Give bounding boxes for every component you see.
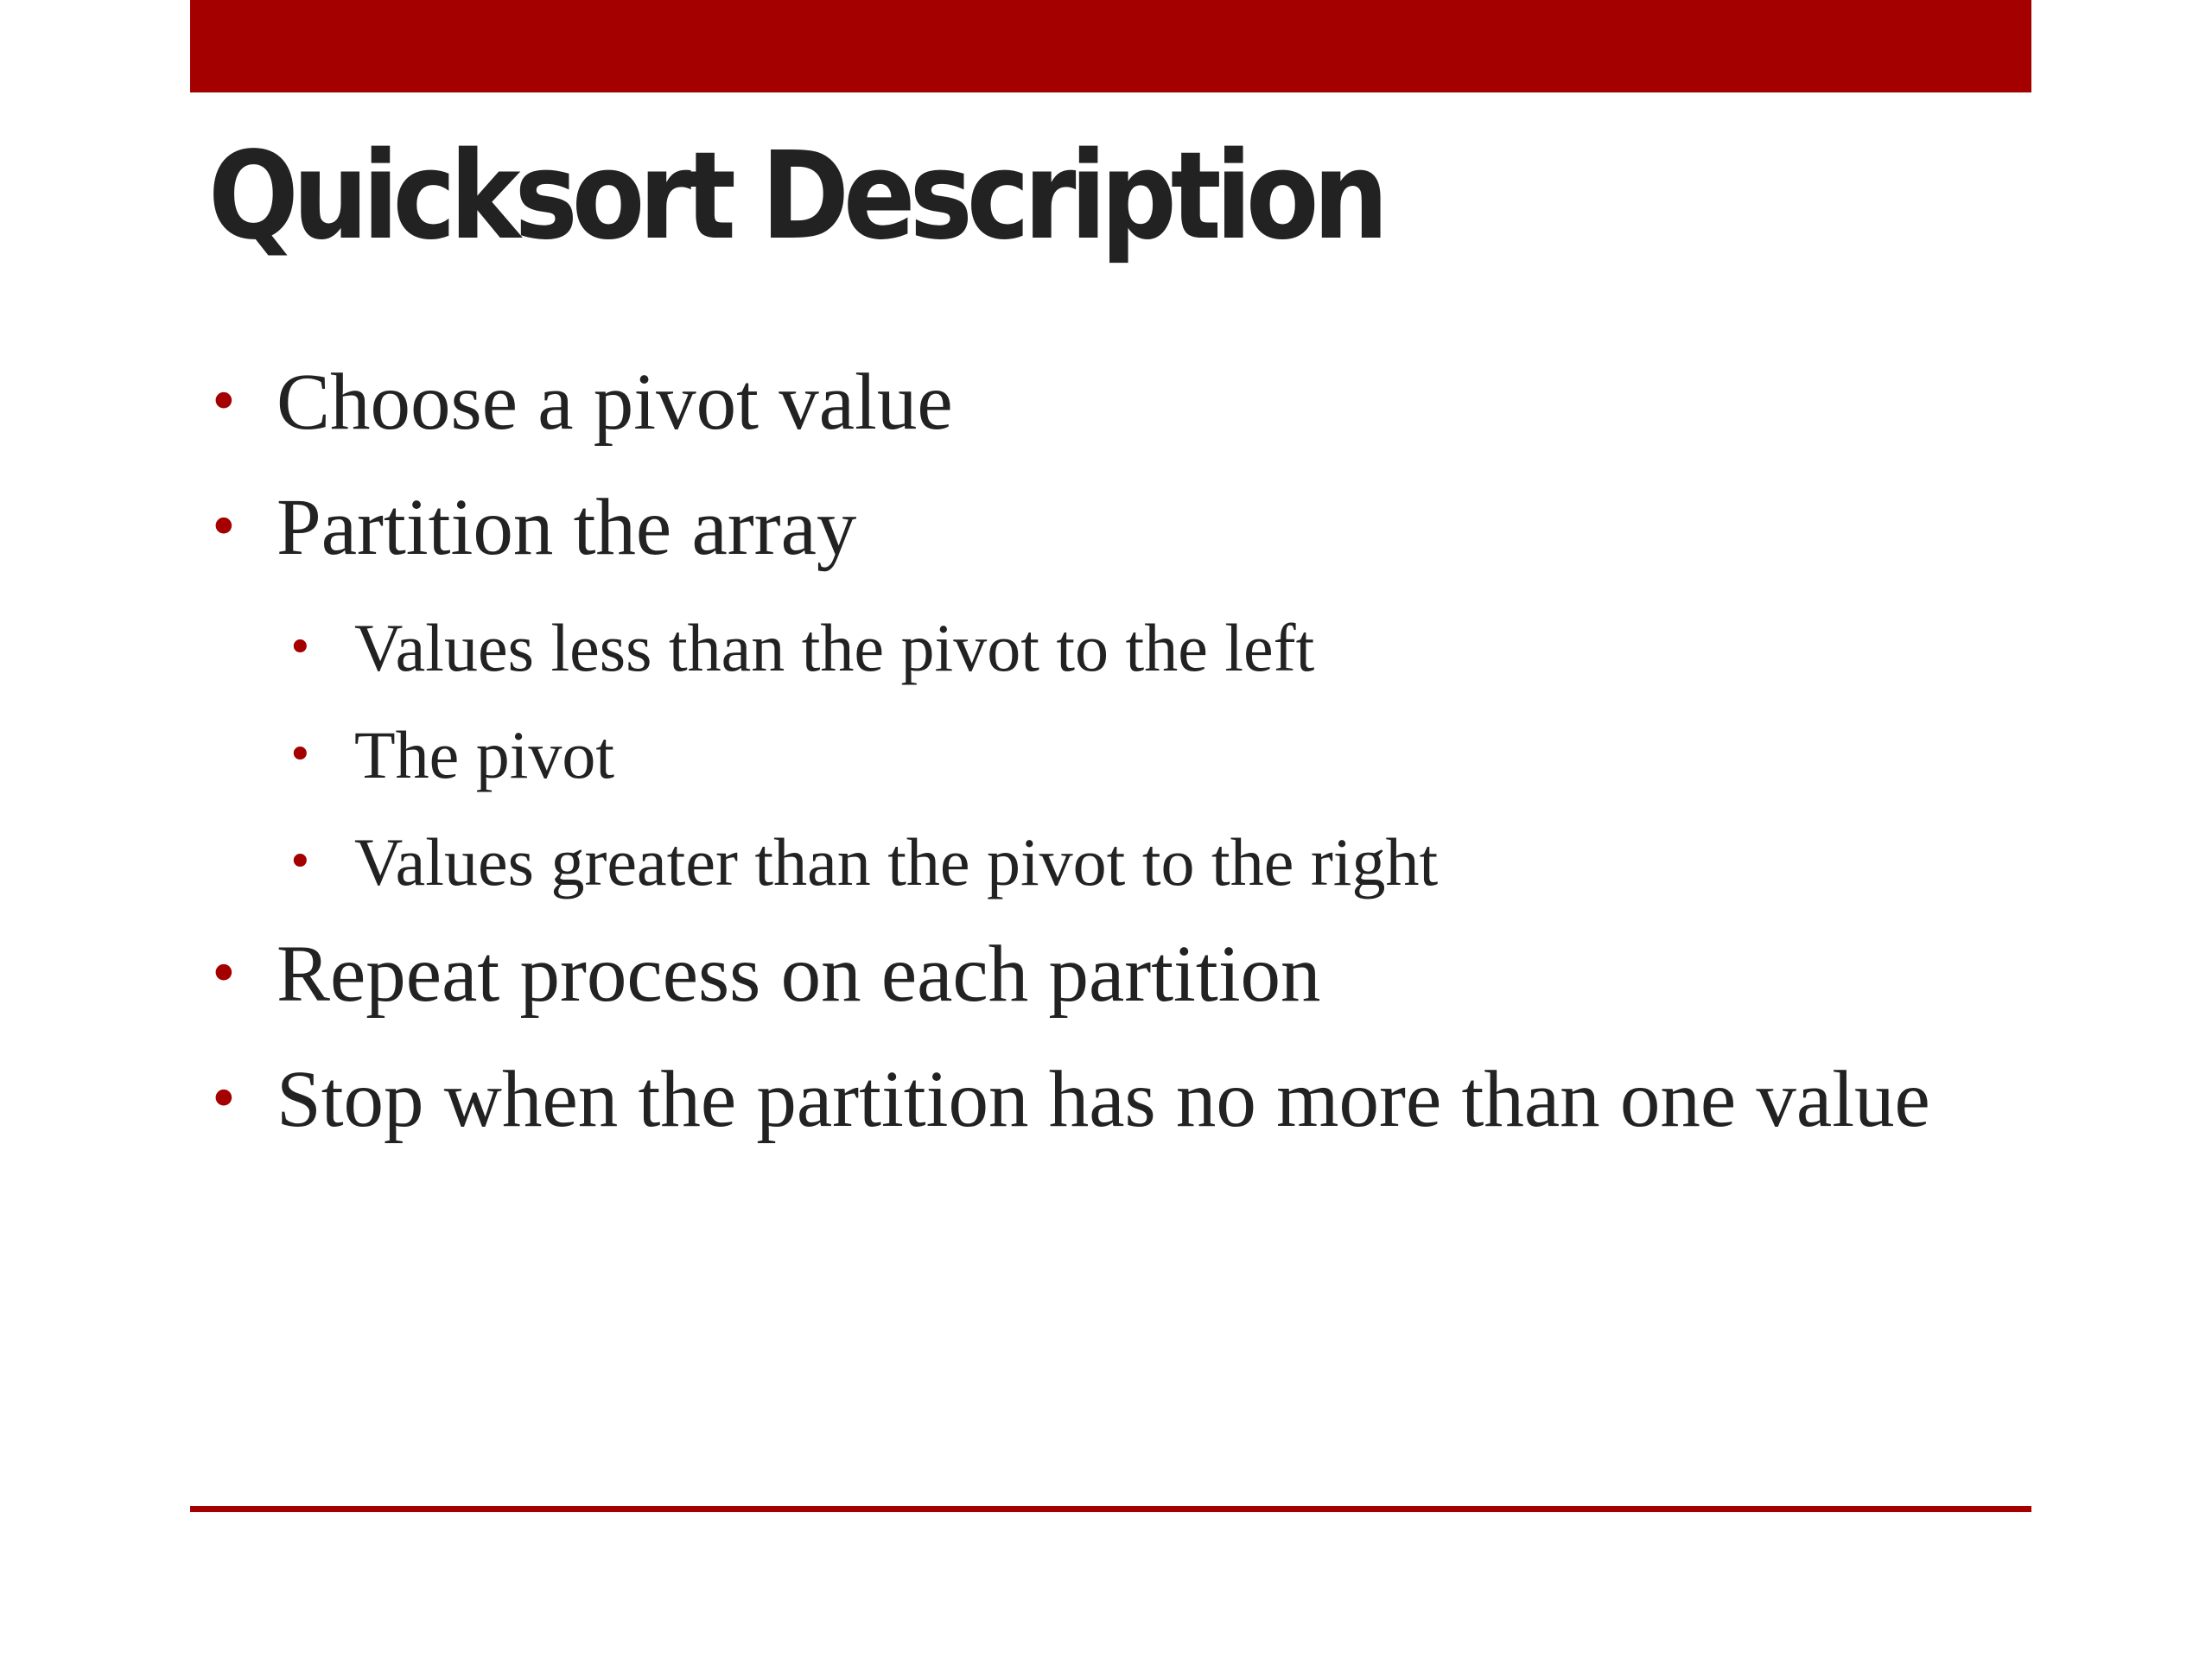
top-accent-band (190, 0, 2031, 92)
sub-bullet-text: Values less than the pivot to the left (354, 610, 1315, 685)
bullet-dot-icon: • (287, 836, 314, 888)
bottom-accent-rule (190, 1506, 2031, 1512)
bullet-text: Choose a pivot value (276, 358, 953, 447)
bullet-item (207, 350, 2005, 455)
bullet-dot-icon: • (207, 1068, 240, 1132)
slide-title: Quicksort Description (208, 126, 1383, 267)
sub-bullet-item (207, 601, 2005, 696)
bullet-item (207, 1047, 2005, 1153)
sub-bullet-item (207, 708, 2005, 803)
sub-bullet-item (207, 815, 2005, 910)
sub-bullet-text: Values greater than the pivot to the right (354, 824, 1439, 899)
bullet-dot-icon: • (207, 371, 240, 435)
bullet-list (207, 350, 2005, 1173)
sub-bullet-text: The pivot (354, 717, 615, 792)
bullet-text: Repeat process on each partition (276, 930, 1321, 1019)
bullet-item (207, 922, 2005, 1027)
bullet-dot-icon: • (287, 729, 314, 781)
bullet-dot-icon: • (207, 496, 240, 560)
bullet-item (207, 475, 2005, 581)
bullet-dot-icon: • (287, 622, 314, 674)
bullet-text: Partition the array (276, 483, 857, 572)
bullet-text: Stop when the partition has no more than one value (276, 1055, 1930, 1144)
bullet-dot-icon: • (207, 943, 240, 1007)
